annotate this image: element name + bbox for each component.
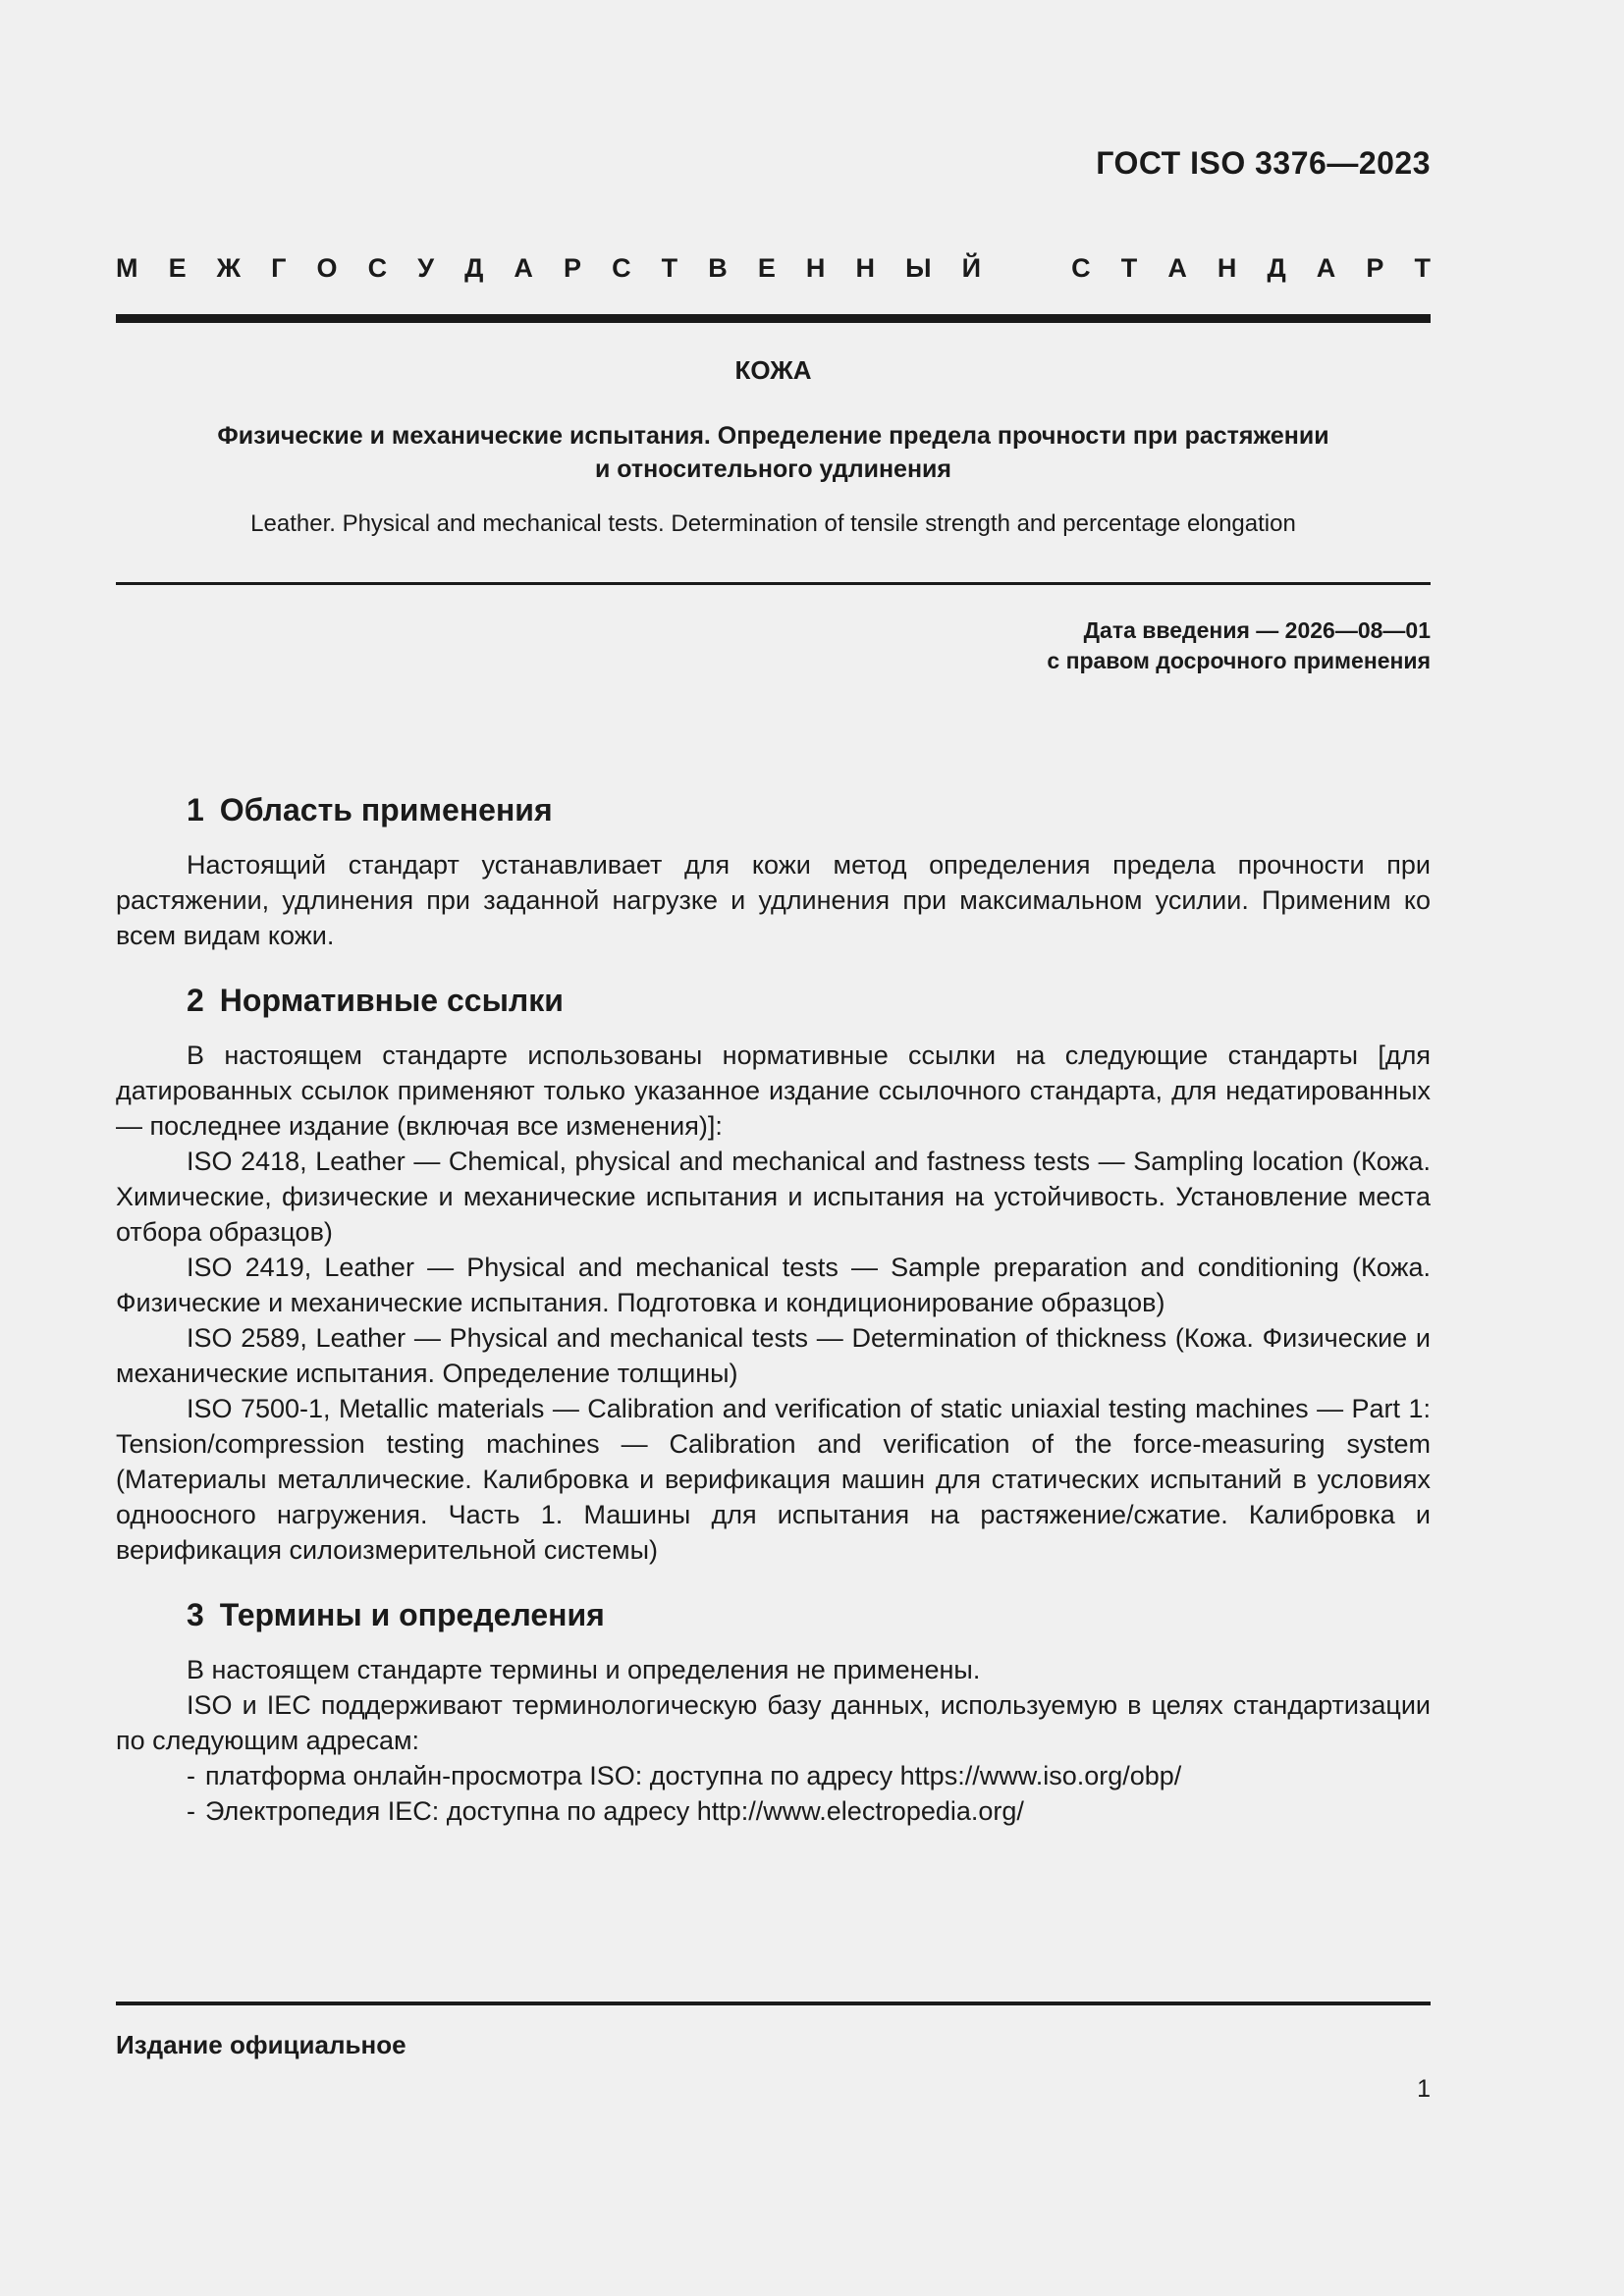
reference-iso-2419: ISO 2419, Leather — Physical and mechanical tests — Sample preparation and conditioning (Кожа. Физические и механические испытания. Подготовка и кондиционирование образцов) (116, 1253, 1431, 1317)
header-letter: Н (855, 253, 875, 283)
subtitle-line-1: Физические и механические испытания. Определение предела прочности при растяжении (217, 422, 1329, 450)
header-letter: Т (1414, 253, 1431, 283)
section-number: 1 (187, 792, 204, 828)
header-letter: А (514, 253, 533, 283)
document-number: ГОСТ ISO 3376—2023 (1096, 145, 1431, 181)
document-body (116, 790, 1431, 1856)
introduction-date: Дата введения — 2026—08—01 (1083, 617, 1431, 643)
header-letter: У (417, 253, 435, 283)
header-letter: Ы (905, 253, 932, 283)
reference-iso-7500-1: ISO 7500-1, Metallic materials — Calibration and verification of static uniaxial testing machines — Part 1: Tension/compression testing machines — Calibration and verification of the force-measuring system (Материалы металлические. Калибровка и верификация машин для статических испытаний в условиях одноосного нагружения. Часть 1. Машины для испытания на растяжение/сжатие. Калибровка и верификация силоизмерительной системы) (116, 1394, 1431, 1565)
header-letter: С (612, 253, 631, 283)
section-scope (116, 790, 1431, 953)
document-subtitle (116, 419, 1431, 486)
header-letter: С (1071, 253, 1091, 283)
reference-iso-2589: ISO 2589, Leather — Physical and mechanical tests — Determination of thickness (Кожа. Физические и механические испытания. Определение толщины) (116, 1323, 1431, 1388)
paragraph: В настоящем стандарте использованы нормативные ссылки на следующие стандарты [для датированных ссылок применяют только указанное издание ссылочного стандарта, для недатированных — последнее издание (включая все изменения)]: (116, 1041, 1431, 1141)
section-title-text: Нормативные ссылки (219, 983, 564, 1018)
header-divider-thick (116, 314, 1431, 323)
section-heading (116, 1595, 1431, 1634)
page-number: 1 (1417, 2075, 1431, 2103)
header-letter: Е (757, 253, 776, 283)
list-dash: - (187, 1796, 195, 1826)
header-letter: Р (564, 253, 582, 283)
section-heading (116, 790, 1431, 829)
list-item-text: платформа онлайн-просмотра ISO: доступна по адресу https://www.iso.org/obp/ (205, 1761, 1182, 1790)
english-title: Leather. Physical and mechanical tests. Determination of tensile strength and percentage elongation (250, 510, 1296, 537)
list-item-iso-obp (116, 1758, 1431, 1793)
header-letter: Н (1217, 253, 1237, 283)
section-normative-references (116, 981, 1431, 1568)
document-page (116, 0, 1431, 2296)
header-letter: А (1316, 253, 1336, 283)
introduction-date-block (1047, 615, 1431, 676)
word-gap (1011, 253, 1041, 284)
header-letter: С (367, 253, 388, 283)
section-title-text: Область применения (219, 792, 553, 828)
header-letter: Т (661, 253, 678, 283)
header-letter: Н (805, 253, 826, 283)
list-dash: - (187, 1761, 195, 1790)
official-edition-label: Издание официальное (116, 2030, 406, 2059)
header-letter: Е (168, 253, 187, 283)
subtitle-line-2: и относительного удлинения (594, 455, 952, 483)
early-application-note: с правом досрочного применения (1047, 648, 1431, 673)
header-letter: Т (1120, 253, 1138, 283)
paragraph: ISO и IEC поддерживают терминологическую базу данных, используемую в целях стандартизации по следующим адресам: (116, 1690, 1431, 1755)
paragraph: Настоящий стандарт устанавливает для кожи метод определения предела прочности при растяжении, удлинения при заданной нагрузке и удлинения при максимальном усилии. Применим ко всем видам кожи. (116, 850, 1431, 950)
reference-iso-2418: ISO 2418, Leather — Chemical, physical and mechanical and fastness tests — Sampling location (Кожа. Химические, физические и механические испытания и испытания на устойчивость. Установление места отбора образцов) (116, 1147, 1431, 1247)
paragraph: В настоящем стандарте термины и определения не применены. (187, 1655, 981, 1684)
header-letter: Ж (216, 253, 242, 283)
header-letter: В (708, 253, 728, 283)
document-title: КОЖА (734, 355, 812, 385)
footer-divider (116, 2002, 1431, 2005)
header-letter: А (1167, 253, 1187, 283)
header-letter: Й (961, 253, 981, 283)
header-letter: М (116, 253, 138, 283)
list-item-text: Электропедия IEC: доступна по адресу http://www.electropedia.org/ (205, 1796, 1024, 1826)
list-item-electropedia (116, 1793, 1431, 1829)
title-divider (116, 582, 1431, 585)
section-number: 2 (187, 983, 204, 1018)
section-title-text: Термины и определения (219, 1597, 605, 1632)
header-letter: Р (1366, 253, 1384, 283)
header-letter: О (316, 253, 338, 283)
interstate-standard-header (116, 253, 1431, 284)
section-heading (116, 981, 1431, 1020)
header-letter: Д (1267, 253, 1286, 283)
header-letter: Г (271, 253, 287, 283)
header-letter: Д (464, 253, 484, 283)
section-terms-definitions (116, 1595, 1431, 1829)
section-number: 3 (187, 1597, 204, 1632)
